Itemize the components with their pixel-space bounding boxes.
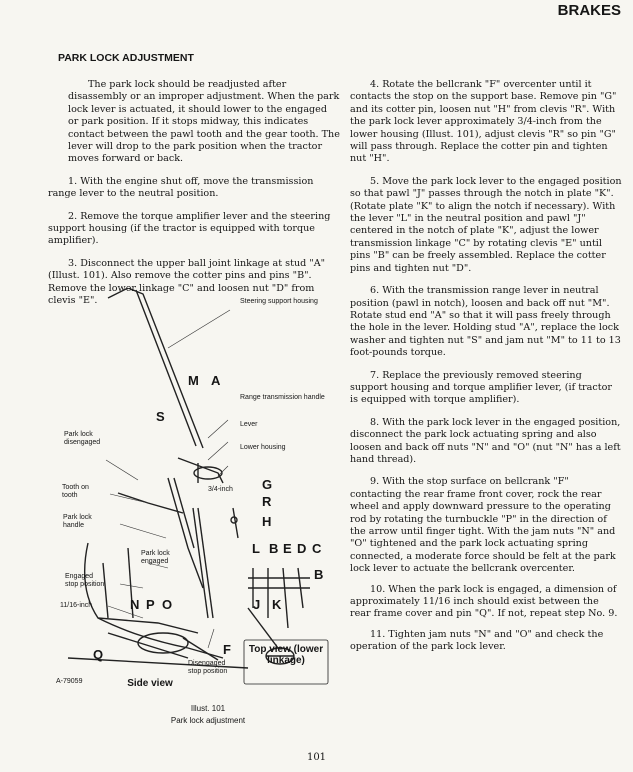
letter-b-second: B [314,567,324,582]
right-column [350,79,622,654]
step-3: 3. Disconnect the upper ball joint linkage at stud "A" (Illust. 101). Also remove the cotter pins and pins "B". Remove the lower linkage "C" and loosen nut "D" from clevis "E". [48,257,326,307]
step-9: 9. With the stop surface on bellcrank "F" contacting the rear frame front cover, rock the rear wheel and apply downward pressure to the operating rod by rotating the turnbuckle "P" in the direction of the arrow until finger tight. With the jam nuts "N" and "O" tightened and the park lock actuating spring connected, a moderate force should be felt at the park lock lever to actuate the bellcrank overcenter. [350,476,616,575]
step-1: 1. With the engine shut off, move the transmission range lever to the neutral position. [48,175,314,200]
label-lower-housing: Lower housing [240,444,286,451]
label-range-lever: Range transmission handle [240,394,325,401]
caption-title: Park lock adjustment [170,716,246,725]
step-7: 7. Replace the previously removed steering support housing and torque amplifier lever, (if tractor is equipped with torque amplifier). [350,369,612,406]
label-eleven-sixteenth: 11/16-inch [60,602,93,609]
intro-paragraph: The park lock should be readjusted after disassembly or an improper adjustment. When the park lock lever is actuated, it should lower to the engaged or park position. If it stops midway, this indicates contact between the pawl tooth and the gear tooth. The lever will drop to the park position when the tractor moves forward or back. [68,79,340,165]
label-park-lock-engaged: Park lock engaged [141,550,170,565]
letter-c: C [312,541,322,556]
letter-l: L [252,541,260,556]
letter-q: Q [93,647,104,662]
letter-n: N [130,597,140,612]
letter-j: J [253,597,261,612]
letter-p: P [146,597,155,612]
letter-e: E [283,541,292,556]
label-disengaged-stop: Disengaged stop position [188,660,228,675]
letter-s: S [156,409,165,424]
letter-r: R [262,494,272,509]
letter-f: F [223,642,231,657]
letter-d: D [297,541,307,556]
label-engaged-stop: Engaged stop position [65,573,105,588]
letter-m: M [188,373,199,388]
letter-g: G [262,477,273,492]
letter-k: K [272,597,282,612]
step-10: 10. When the park lock is engaged, a dimension of approximately 11/16 inch should exist between the rear frame cover and pin "Q". If not, repeat step No. 9. [350,583,618,620]
letter-o: O [162,597,173,612]
label-park-lock-disengaged: Park lock disengaged [64,431,101,446]
step-8: 8. With the park lock lever in the engaged position, disconnect the park lock actuating spring and also loosen and back off nuts "N" and "O" (nut "N" has a left hand thread). [350,416,621,465]
letter-h: H [262,514,272,529]
left-column [48,79,340,308]
page-title: PARK LOCK ADJUSTMENT [58,52,194,64]
letter-b: B [269,541,279,556]
page-number: 101 [306,752,327,763]
step-5: 5. Move the park lock lever to the engaged position so that pawl "J" passes through the notch in plate "K". (Rotate plate "K" to align the notch if necessary). With the lever "L" in the neutral position and pawl "J" centered in the notch of plate "K", adjust the lower transmission linkage "C" by rotating clevis "E" until pins "B" can be freely assembled. Replace the cotter pins and tighten nut "D". [350,175,622,274]
illustration-101 [48,288,338,728]
label-tooth-on-tooth: Tooth on tooth [62,484,89,499]
caption-illust: Illust. 101 [190,704,226,713]
section-header: BRAKES [557,2,621,19]
letter-a: A [211,373,221,388]
label-lever: Lever [240,421,258,428]
label-three-quarter-inch: 3/4-inch [208,486,233,493]
label-side-view: Side view [127,678,173,689]
step-4: 4. Rotate the bellcrank "F" overcenter until it contacts the stop on the support base. Remove pin "G" and its cotter pin, loosen nut "H" from clevis "R". With the park lock lever approximately 3/4-inch from the lower housing (Illust. 101), adjust clevis "R" so pin "G" will pass through. Replace the cotter pin and tighten nut "H". [350,79,617,165]
label-steering-support: Steering support housing [240,298,318,305]
label-top-view: Top view (lower linkage) [248,644,324,666]
step-2: 2. Remove the torque amplifier lever and the steering support housing (if the tractor is equipped with torque amplifier). [48,210,331,247]
label-illust-number: A-79059 [56,678,83,685]
step-11: 11. Tighten jam nuts "N" and "O" and check the operation of the park lock lever. [350,628,604,653]
step-6: 6. With the transmission range lever in neutral position (pawl in notch), loosen and back off nut "M". Rotate stud end "A" so that it will pass freely through the hole in the lever. Holding stud "A", replace the lock washer and tighten nut "S" and jam nut "M" to 11 to 13 foot-pounds torque. [350,285,621,359]
label-park-lock-handle: Park lock handle [63,514,92,529]
